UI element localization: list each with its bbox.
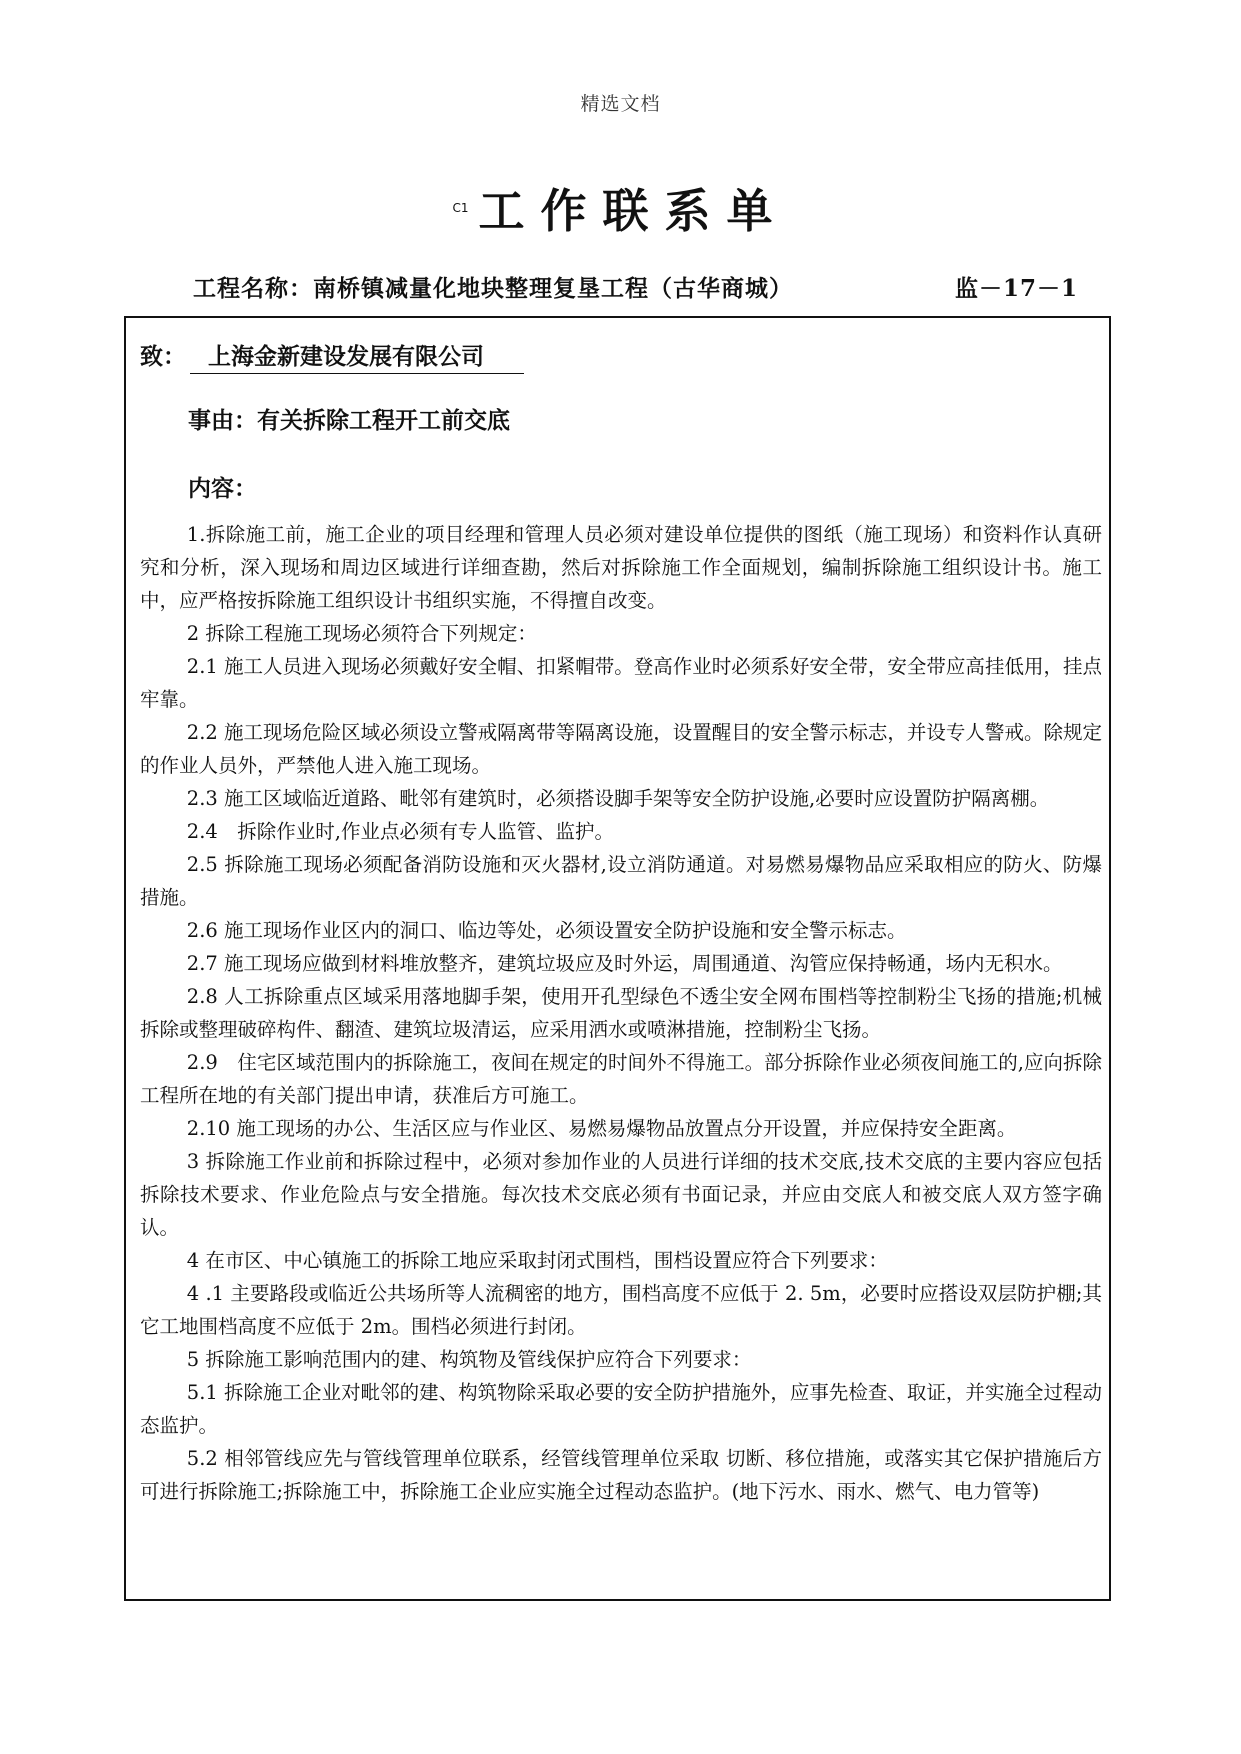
paragraph: 2.7 施工现场应做到材料堆放整齐，建筑垃圾应及时外运，周围通道、沟管应保持畅通，场内无积水。 — [186, 952, 1063, 975]
recipient-company: 上海金新建设发展有限公司 — [190, 338, 524, 374]
header-mark: 精选文档 — [580, 93, 661, 115]
paragraph: 3 拆除施工作业前和拆除过程中，必须对参加作业的人员进行详细的技术交底,技术交底的主要内容应包括拆除技术要求、作业危险点与安全措施。每次技术交底必须有书面记录，并应由交底人和被交底人双方签字确认。 — [140, 1150, 1102, 1239]
form-frame — [124, 316, 1111, 1601]
paragraph: 4 在市区、中心镇施工的拆除工地应采取封闭式围档，围档设置应符合下列要求： — [186, 1249, 888, 1272]
paragraph: 5.1 拆除施工企业对毗邻的建、构筑物除采取必要的安全防护措施外，应事先检查、取证，并实施全过程动态监护。 — [140, 1381, 1102, 1437]
paragraph: 4 .1 主要路段或临近公共场所等人流稠密的地方，围档高度不应低于 2. 5m，必要时应搭设双层防护棚;其它工地围档高度不应低于 2m。围档必须进行封闭。 — [140, 1282, 1102, 1338]
paragraph: 2.8 人工拆除重点区域采用落地脚手架，使用开孔型绿色不透尘安全网布围档等控制粉尘飞扬的措施;机械拆除或整理破碎构件、翻渣、建筑垃圾清运，应采用洒水或喷淋措施，控制粉尘飞扬。 — [140, 985, 1102, 1041]
document-title — [0, 175, 1241, 241]
recipient-line — [140, 338, 524, 374]
document-number: 监－17－1 — [955, 275, 1079, 302]
recipient-label: 致： — [140, 343, 186, 370]
paragraph: 2.5 拆除施工现场必须配备消防设施和灭火器材,设立消防通道。对易燃易爆物品应采取相应的防火、防爆措施。 — [140, 853, 1102, 909]
paragraph: 1.拆除施工前，施工企业的项目经理和管理人员必须对建设单位提供的图纸（施工现场）和资料作认真研究和分析，深入现场和周边区域进行详细查勘，然后对拆除施工作全面规划，编制拆除施工组织设计书。施工中，应严格按拆除施工组织设计书组织实施，不得擅自改变。 — [140, 523, 1102, 612]
paragraph: 2.3 施工区域临近道路、毗邻有建筑时，必须搭设脚手架等安全防护设施,必要时应设置防护隔离棚。 — [186, 787, 1050, 810]
paragraph: 5.2 相邻管线应先与管线管理单位联系，经管线管理单位采取 切断、移位措施，或落实其它保护措施后方可进行拆除施工;拆除施工中，拆除施工企业应实施全过程动态监护。(地下污水、雨水、燃气、电力管等) — [140, 1447, 1102, 1503]
title-text: 工作联系单 — [478, 184, 789, 238]
paragraph: 2.9 住宅区域范围内的拆除施工，夜间在规定的时间外不得施工。部分拆除作业必须夜间施工的,应向拆除工程所在地的有关部门提出申请，获准后方可施工。 — [140, 1051, 1102, 1107]
paragraph: 2 拆除工程施工现场必须符合下列规定： — [186, 622, 537, 645]
paragraph: 2.10 施工现场的办公、生活区应与作业区、易燃易爆物品放置点分开设置，并应保持安全距离。 — [186, 1117, 1017, 1140]
paragraph: 2.4 拆除作业时,作业点必须有专人监管、监护。 — [186, 820, 615, 843]
content-body — [140, 518, 1102, 1508]
paragraph: 2.6 施工现场作业区内的洞口、临边等处，必须设置安全防护设施和安全警示标志。 — [186, 919, 907, 942]
subject-line: 事由：有关拆除工程开工前交底 — [188, 407, 510, 434]
paragraph: 5 拆除施工影响范围内的建、构筑物及管线保护应符合下列要求： — [186, 1348, 752, 1371]
content-label: 内容： — [188, 475, 257, 502]
project-name: 工程名称：南桥镇减量化地块整理复垦工程（古华商城） — [193, 275, 793, 302]
paragraph: 2.1 施工人员进入现场必须戴好安全帽、扣紧帽带。登高作业时必须系好安全带，安全带应高挂低用，挂点牢靠。 — [140, 655, 1102, 711]
title-prefix: C1 — [452, 201, 469, 215]
paragraph: 2.2 施工现场危险区域必须设立警戒隔离带等隔离设施，设置醒目的安全警示标志，并设专人警戒。除规定的作业人员外，严禁他人进入施工现场。 — [140, 721, 1102, 777]
